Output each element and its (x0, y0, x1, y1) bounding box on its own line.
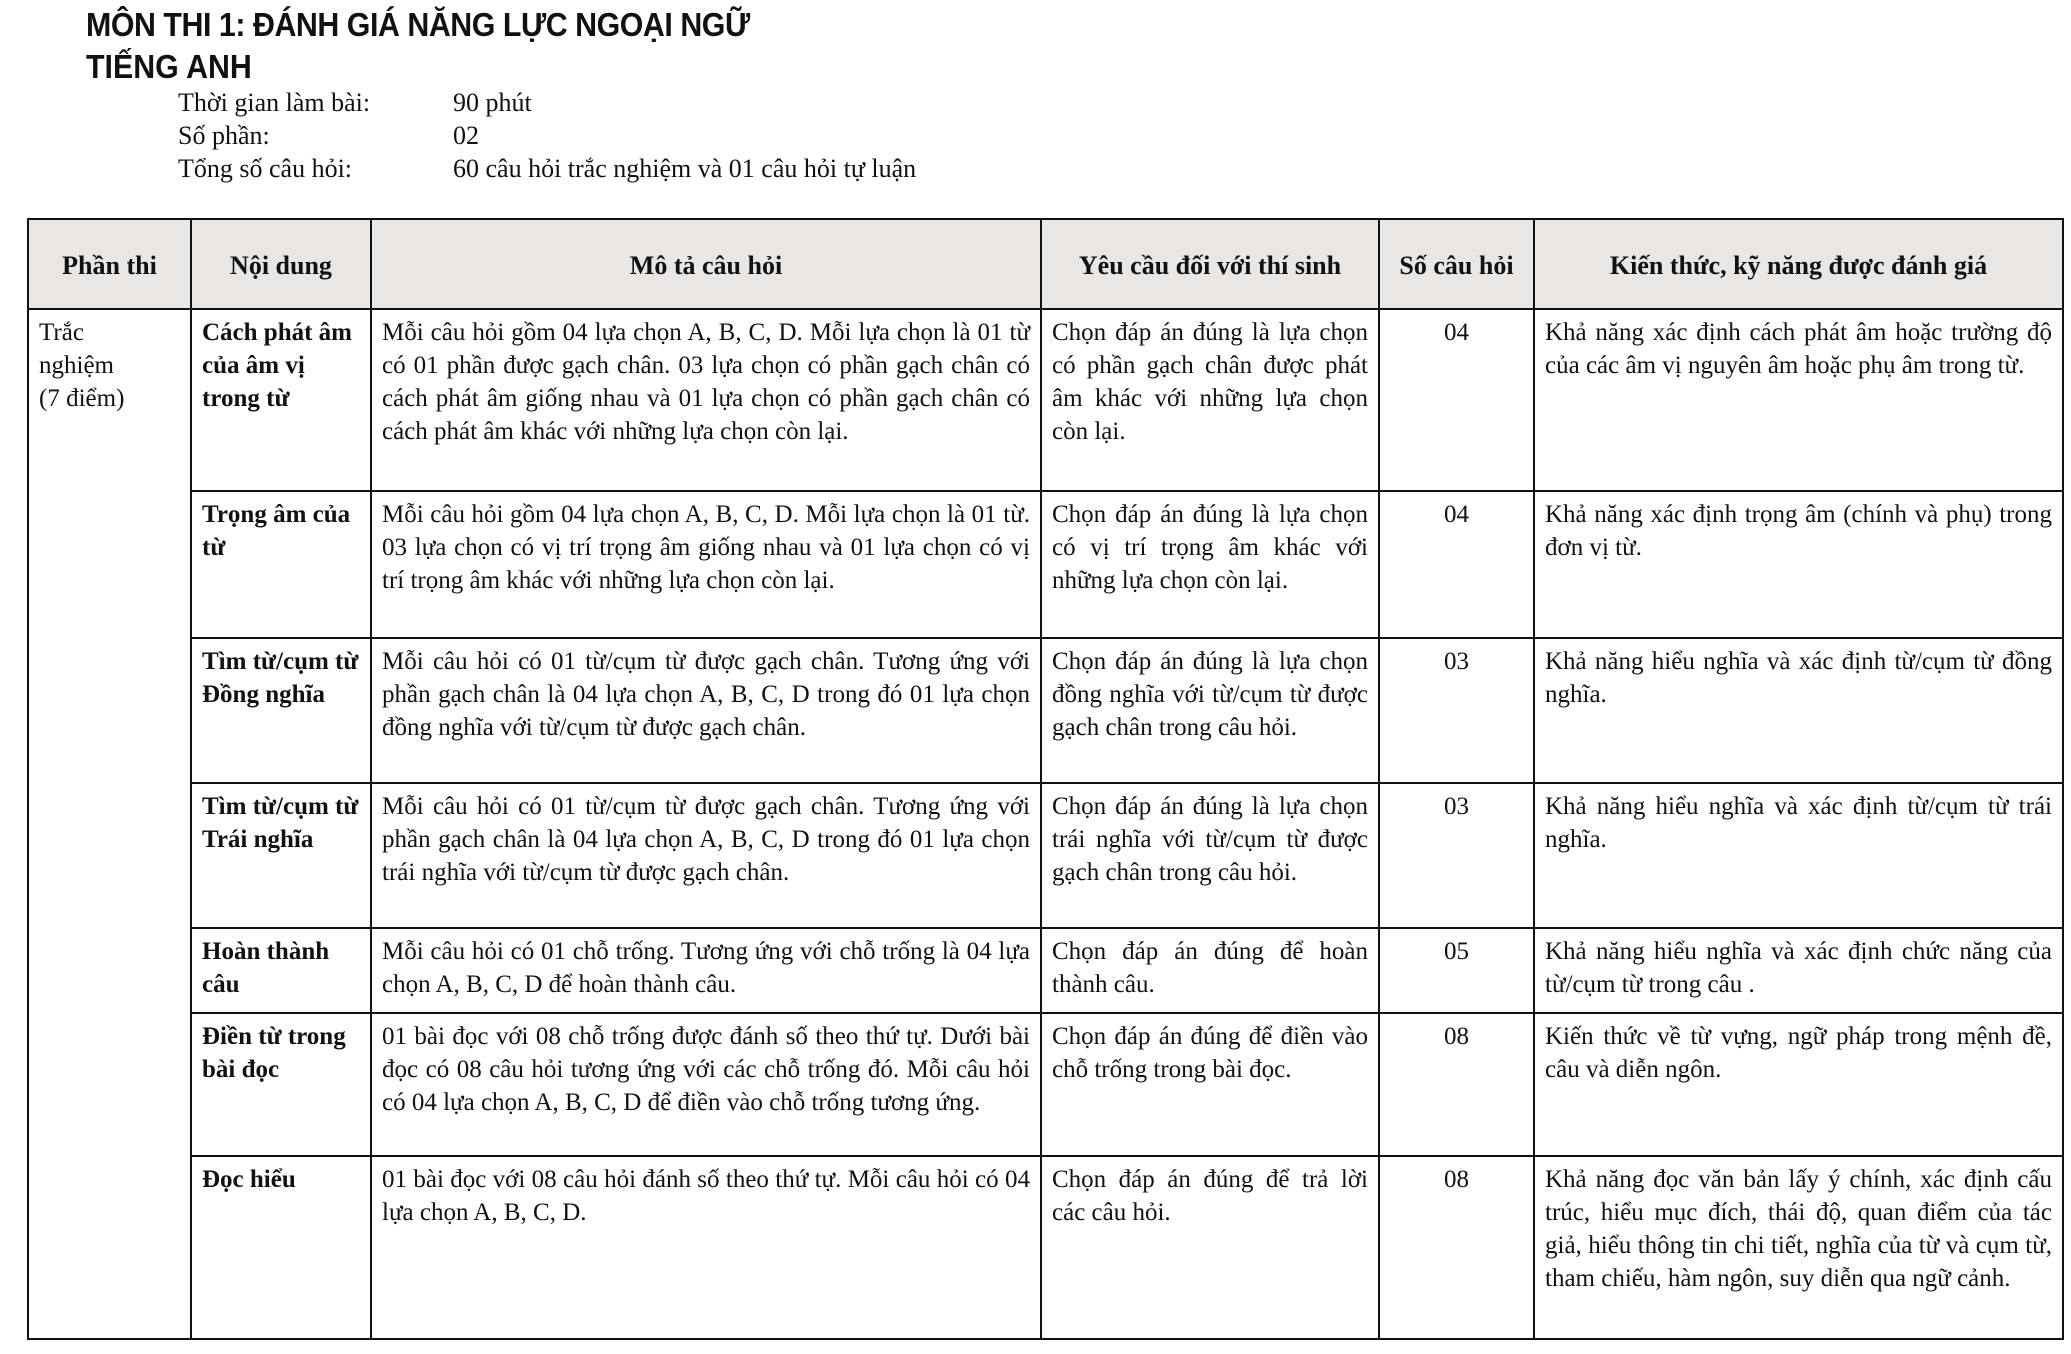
table-row (28, 309, 2063, 491)
table-row (28, 928, 2063, 1013)
meta-duration (178, 86, 916, 119)
col-header-count: Số câu hỏi (1379, 219, 1534, 309)
table-header-row (28, 219, 2063, 309)
meta-parts (178, 119, 916, 152)
requirement-cell: Chọn đáp án đúng là lựa chọn trái nghĩa với từ/cụm từ được gạch chân trong câu hỏi. (1041, 783, 1379, 928)
requirement-cell: Chọn đáp án đúng là lựa chọn có vị trí trọng âm khác với những lựa chọn còn lại. (1041, 491, 1379, 638)
table-row (28, 1013, 2063, 1156)
count-cell: 04 (1379, 309, 1534, 491)
count-cell: 05 (1379, 928, 1534, 1013)
count-cell: 08 (1379, 1156, 1534, 1339)
section-label: Trắc (39, 319, 84, 346)
meta-value: 90 phút (453, 88, 532, 117)
requirement-cell: Chọn đáp án đúng để trả lời các câu hỏi. (1041, 1156, 1379, 1339)
skill-cell: Khả năng hiểu nghĩa và xác định chức năng của từ/cụm từ trong câu . (1534, 928, 2063, 1013)
content-cell: Tìm từ/cụm từ Đồng nghĩa (191, 638, 371, 783)
col-header-requirement: Yêu cầu đối với thí sinh (1041, 219, 1379, 309)
count-cell: 03 (1379, 783, 1534, 928)
content-cell: Đọc hiểu (191, 1156, 371, 1339)
count-cell: 03 (1379, 638, 1534, 783)
col-header-description: Mô tả câu hỏi (371, 219, 1041, 309)
content-cell: Điền từ trong bài đọc (191, 1013, 371, 1156)
meta-label: Tổng số câu hỏi: (178, 154, 353, 183)
content-cell: Hoàn thành câu (191, 928, 371, 1013)
requirement-cell: Chọn đáp án đúng là lựa chọn có phần gạch chân được phát âm khác với những lựa chọn còn lại. (1041, 309, 1379, 491)
section-label: nghiệm (39, 352, 114, 379)
count-cell: 04 (1379, 491, 1534, 638)
description-cell: Mỗi câu hỏi gồm 04 lựa chọn A, B, C, D. Mỗi lựa chọn là 01 từ có 01 phần được gạch chân. 03 lựa chọn có phần gạch chân có cách phát âm giống nhau và 01 lựa chọn có phần gạch chân có cách phát âm khác với những lựa chọn còn lại. (371, 309, 1041, 491)
table-row (28, 638, 2063, 783)
description-cell: 01 bài đọc với 08 câu hỏi đánh số theo thứ tự. Mỗi câu hỏi có 04 lựa chọn A, B, C, D. (371, 1156, 1041, 1339)
section-cell (28, 309, 191, 1339)
description-cell: Mỗi câu hỏi có 01 từ/cụm từ được gạch chân. Tương ứng với phần gạch chân là 04 lựa chọn A, B, C, D trong đó 01 lựa chọn đồng nghĩa với từ/cụm từ được gạch chân. (371, 638, 1041, 783)
document-title: MÔN THI 1: ĐÁNH GIÁ NĂNG LỰC NGOẠI NGỮ (86, 6, 750, 43)
content-cell: Trọng âm của từ (191, 491, 371, 638)
description-cell: Mỗi câu hỏi có 01 từ/cụm từ được gạch chân. Tương ứng với phần gạch chân là 04 lựa chọn A, B, C, D trong đó 01 lựa chọn trái nghĩa với từ/cụm từ được gạch chân. (371, 783, 1041, 928)
meta-value: 60 câu hỏi trắc nghiệm và 01 câu hỏi tự luận (453, 154, 917, 183)
col-header-skill: Kiến thức, kỹ năng được đánh giá (1534, 219, 2063, 309)
table-row (28, 1156, 2063, 1339)
meta-label: Số phần: (178, 121, 270, 150)
description-cell: 01 bài đọc với 08 chỗ trống được đánh số theo thứ tự. Dưới bài đọc có 08 câu hỏi tương ứng với các chỗ trống đó. Mỗi câu hỏi có 04 lựa chọn A, B, C, D để điền vào chỗ trống tương ứng. (371, 1013, 1041, 1156)
description-cell: Mỗi câu hỏi gồm 04 lựa chọn A, B, C, D. Mỗi lựa chọn là 01 từ. 03 lựa chọn có vị trí trọng âm giống nhau và 01 lựa chọn có vị trí trọng âm khác với những lựa chọn còn lại. (371, 491, 1041, 638)
count-cell: 08 (1379, 1013, 1534, 1156)
meta-value: 02 (453, 121, 479, 150)
requirement-cell: Chọn đáp án đúng để hoàn thành câu. (1041, 928, 1379, 1013)
content-cell: Tìm từ/cụm từ Trái nghĩa (191, 783, 371, 928)
meta-label: Thời gian làm bài: (178, 88, 371, 117)
requirement-cell: Chọn đáp án đúng là lựa chọn đồng nghĩa với từ/cụm từ được gạch chân trong câu hỏi. (1041, 638, 1379, 783)
skill-cell: Khả năng hiểu nghĩa và xác định từ/cụm từ đồng nghĩa. (1534, 638, 2063, 783)
skill-cell: Khả năng xác định trọng âm (chính và phụ) trong đơn vị từ. (1534, 491, 2063, 638)
skill-cell: Khả năng hiểu nghĩa và xác định từ/cụm từ trái nghĩa. (1534, 783, 2063, 928)
section-points: (7 điểm) (39, 385, 125, 412)
skill-cell: Khả năng đọc văn bản lấy ý chính, xác định cấu trúc, hiểu mục đích, thái độ, quan điểm của tác giả, hiểu thông tin chi tiết, nghĩa của từ và cụm từ, tham chiếu, hàm ngôn, suy diễn qua ngữ cảnh. (1534, 1156, 2063, 1339)
skill-cell: Kiến thức về từ vựng, ngữ pháp trong mệnh đề, câu và diễn ngôn. (1534, 1013, 2063, 1156)
col-header-content: Nội dung (191, 219, 371, 309)
meta-question-count (178, 152, 916, 185)
exam-meta (178, 86, 916, 185)
document-subtitle: TIẾNG ANH (86, 48, 252, 85)
description-cell: Mỗi câu hỏi có 01 chỗ trống. Tương ứng với chỗ trống là 04 lựa chọn A, B, C, D để hoàn thành câu. (371, 928, 1041, 1013)
table-row (28, 783, 2063, 928)
exam-spec-table (27, 218, 2064, 1340)
content-cell: Cách phát âm của âm vị trong từ (191, 309, 371, 491)
skill-cell: Khả năng xác định cách phát âm hoặc trường độ của các âm vị nguyên âm hoặc phụ âm trong từ. (1534, 309, 2063, 491)
col-header-section: Phần thi (28, 219, 191, 309)
table-row (28, 491, 2063, 638)
requirement-cell: Chọn đáp án đúng để điền vào chỗ trống trong bài đọc. (1041, 1013, 1379, 1156)
